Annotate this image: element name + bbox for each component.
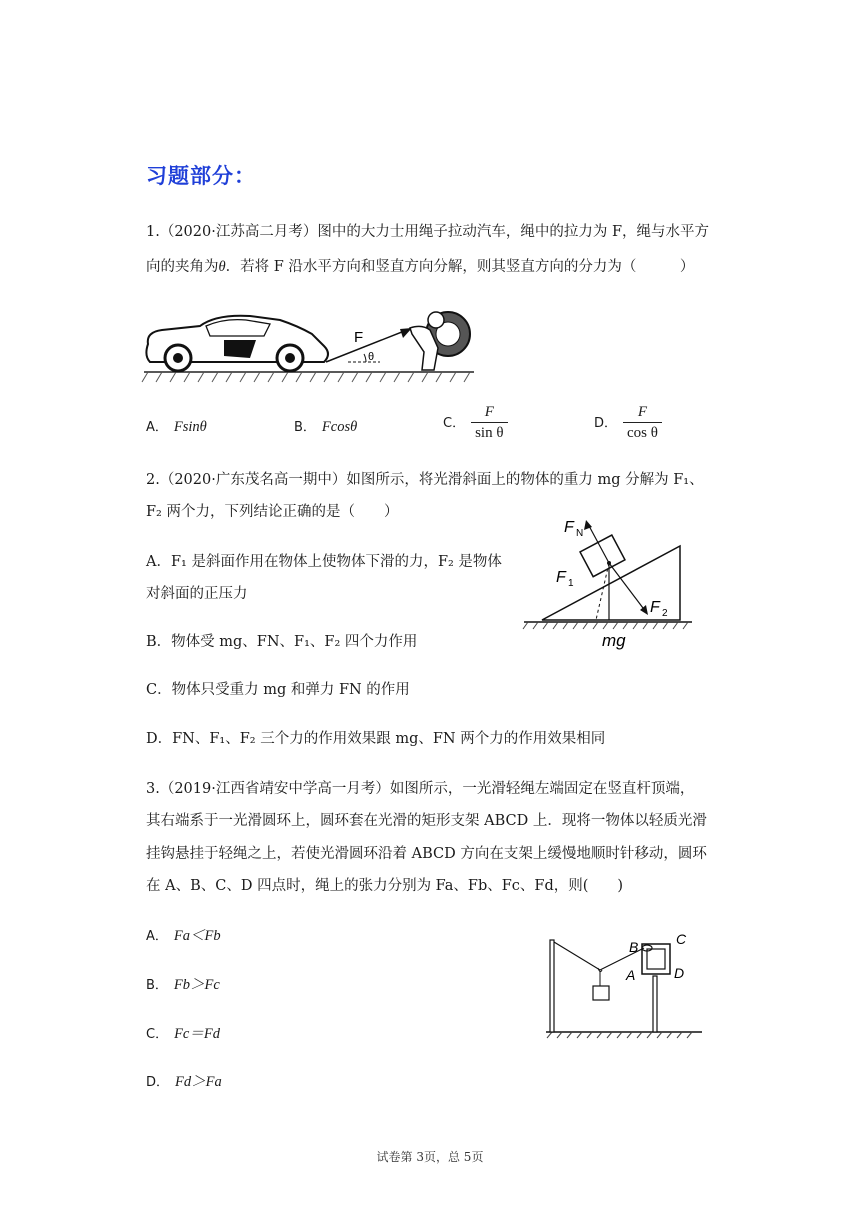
q1-theta: θ [218,259,226,275]
q2-option-d: D．FN、F₁、F₂ 三个力的作用效果跟 mg、FN 两个力的作用效果相同 [146,731,606,747]
label-b: B [629,939,639,955]
q1-line1: 1.（2020·江苏高二月考）图中的大力士用绳子拉动汽车，绳中的拉力为 F，绳与水平方 [146,224,710,240]
q3-line2: 其右端系于一光滑圆环上，圆环套在光滑的矩形支架 ABCD 上．现将一物体以轻质光滑 [146,813,707,829]
q3-option-d: D． Fd＞Fa [146,1074,222,1090]
q3-line4: 在 A、B、C、D 四点时，绳上的张力分别为 Fa、Fb、Fc、Fd，则( ) [146,878,624,894]
right-pole [653,976,657,1032]
frame-inner [647,949,665,969]
section-title: 习题部分： [146,164,256,188]
q3-line3: 挂钩悬挂于轻绳之上，若使光滑圆环沿着 ABCD 方向在支架上缓慢地顺时针移动，圆环 [146,846,707,862]
label-a: A [626,967,636,983]
q2-line1: 2.（2020·广东茂名高一期中）如图所示，将光滑斜面上的物体的重力 mg 分解为 F₁、 [146,472,704,488]
label-fn-sub: N [576,528,584,539]
block [580,535,625,577]
left-pole [550,940,554,1032]
q3-option-b: B． Fb＞Fc [146,977,220,993]
q1-line2-b: ．若将 F 沿水平方向和竖直方向分解，则其竖直方向的分力为（ ） [225,259,695,275]
q1-option-c-fraction: $\frac{F}{\text{sin θ}}$ [471,402,507,443]
page-footer: 试卷第 3页，总 5页 [376,1150,484,1164]
q2-incline-figure [520,508,700,656]
q1-line2 [146,251,694,283]
q1-line2-a: 向的夹角为 [146,259,219,275]
hanging-block [593,986,609,1000]
label-f2-sub: 2 [662,608,668,619]
q3-line1: 3.（2019·江西省靖安中学高一月考）如图所示，一光滑轻绳左端固定在竖直杆顶端， [146,781,695,797]
q1-option-c: C． $\frac{F}{\text{sin θ}}$ [443,402,508,443]
q1-option-a: A． Fsinθ [146,419,207,435]
label-f1-sub: 1 [568,578,574,589]
label-d: D [674,965,685,981]
label-f2: F [650,599,660,616]
q3-option-c: C． Fc＝Fd [146,1026,220,1042]
q3-frame-figure [540,926,710,1042]
q1-option-b: B． Fcosθ [294,419,358,435]
label-f: F [354,329,364,346]
q3-option-a: A． Fa＜Fb [146,928,221,944]
label-mg: mg [602,631,626,650]
label-c: C [676,931,687,947]
label-theta: θ [368,351,375,363]
q2-option-a-line2: 对斜面的正压力 [146,586,248,602]
q2-option-a-line1: A．F₁ 是斜面作用在物体上使物体下滑的力，F₂ 是物体 [146,554,502,570]
label-f1: F [556,569,566,586]
q2-option-b: B．物体受 mg、FN、F₁、F₂ 四个力作用 [146,634,418,650]
q2-option-c: C．物体只受重力 mg 和弹力 FN 的作用 [146,682,410,698]
strongman [410,312,470,370]
q2-line2: F₂ 两个力，下列结论正确的是（ ） [146,504,399,520]
q1-option-d: D． $\frac{F}{\text{cos θ}}$ [594,402,662,443]
q1-option-d-fraction: $\frac{F}{\text{cos θ}}$ [623,402,662,443]
label-fn: F [564,519,574,536]
q1-car-figure [140,304,480,386]
